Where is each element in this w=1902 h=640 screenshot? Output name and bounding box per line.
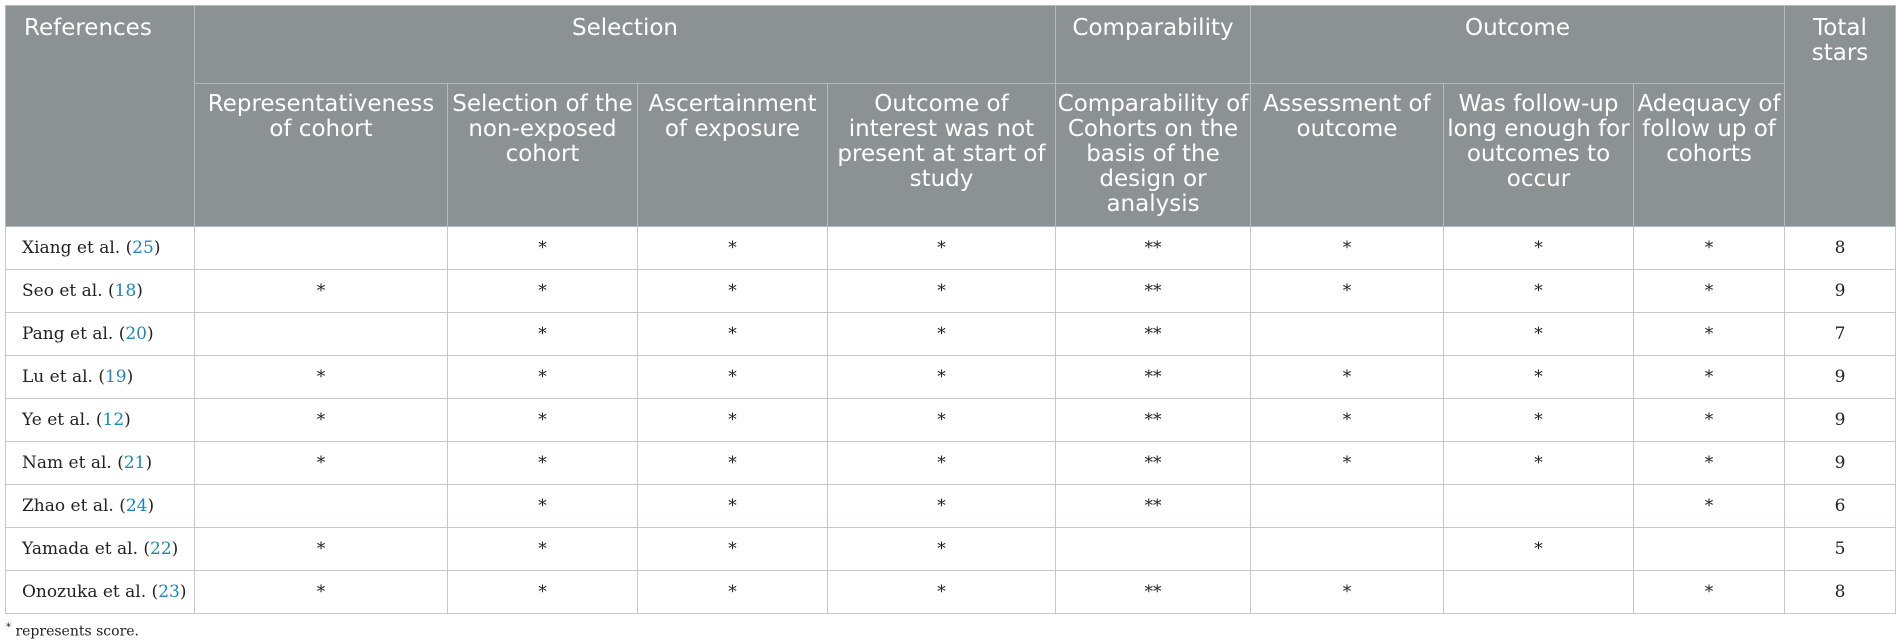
score-cell-comparability: ** — [1056, 270, 1251, 313]
citation-close: ) — [145, 453, 153, 473]
table-row — [6, 356, 1896, 399]
score-cell-follow-up-adequacy: * — [1634, 442, 1785, 485]
score-cell-follow-up-length: * — [1444, 313, 1634, 356]
footnote-text: represents score. — [11, 623, 139, 640]
score-cell-assessment: * — [1251, 270, 1444, 313]
score-cell-outcome-absent: * — [828, 313, 1056, 356]
reference-cell — [6, 313, 195, 356]
score-cell-assessment — [1251, 528, 1444, 571]
table-row — [6, 270, 1896, 313]
score-cell-comparability: ** — [1056, 442, 1251, 485]
score-cell-representativeness: * — [195, 399, 448, 442]
score-cell-follow-up-adequacy: * — [1634, 571, 1785, 614]
total-stars-cell: 6 — [1785, 485, 1896, 528]
score-cell-outcome-absent: * — [828, 442, 1056, 485]
table-row — [6, 528, 1896, 571]
total-stars-cell: 5 — [1785, 528, 1896, 571]
citation-link[interactable]: 24 — [125, 496, 148, 516]
score-cell-ascertainment: * — [638, 313, 828, 356]
score-cell-follow-up-adequacy — [1634, 528, 1785, 571]
total-stars-cell: 9 — [1785, 399, 1896, 442]
reference-cell — [6, 442, 195, 485]
total-stars-cell: 9 — [1785, 442, 1896, 485]
citation-link[interactable]: 23 — [158, 582, 180, 602]
score-cell-ascertainment: * — [638, 571, 828, 614]
score-cell-non-exposed: * — [448, 227, 638, 270]
citation-close: ) — [153, 238, 161, 258]
score-cell-comparability: ** — [1056, 399, 1251, 442]
subheader-representativeness: Representativeness of cohort — [195, 84, 448, 227]
reference-cell — [6, 270, 195, 313]
sub-header-row — [6, 84, 1896, 227]
reference-cell — [6, 571, 195, 614]
score-cell-outcome-absent: * — [828, 356, 1056, 399]
score-cell-follow-up-adequacy: * — [1634, 313, 1785, 356]
score-cell-comparability: ** — [1056, 227, 1251, 270]
score-cell-follow-up-adequacy: * — [1634, 270, 1785, 313]
citation-close: ) — [147, 496, 155, 516]
score-cell-follow-up-length: * — [1444, 356, 1634, 399]
citation-close: ) — [179, 582, 187, 602]
citation-link[interactable]: 18 — [114, 281, 137, 301]
table-body — [6, 227, 1896, 614]
score-cell-follow-up-length — [1444, 485, 1634, 528]
group-header-row — [6, 6, 1896, 84]
table-row — [6, 485, 1896, 528]
score-cell-comparability: ** — [1056, 313, 1251, 356]
score-cell-comparability: ** — [1056, 485, 1251, 528]
score-cell-outcome-absent: * — [828, 571, 1056, 614]
score-cell-assessment: * — [1251, 442, 1444, 485]
score-cell-follow-up-length — [1444, 571, 1634, 614]
score-cell-assessment: * — [1251, 399, 1444, 442]
score-cell-outcome-absent: * — [828, 270, 1056, 313]
citation-link[interactable]: 25 — [132, 238, 154, 258]
score-cell-assessment: * — [1251, 571, 1444, 614]
author-name: Onozuka et al. ( — [22, 582, 159, 602]
score-cell-follow-up-adequacy: * — [1634, 227, 1785, 270]
author-name: Ye et al. ( — [22, 410, 103, 430]
subheader-non-exposed: Selection of the non-exposed cohort — [448, 84, 638, 227]
author-name: Yamada et al. ( — [22, 539, 151, 559]
total-stars-cell: 7 — [1785, 313, 1896, 356]
score-cell-ascertainment: * — [638, 356, 828, 399]
author-name: Xiang et al. ( — [22, 238, 133, 258]
total-stars-cell: 8 — [1785, 227, 1896, 270]
quality-assessment-table — [5, 5, 1896, 614]
score-cell-assessment — [1251, 313, 1444, 356]
score-cell-follow-up-length: * — [1444, 528, 1634, 571]
score-cell-assessment: * — [1251, 227, 1444, 270]
score-cell-follow-up-length: * — [1444, 270, 1634, 313]
citation-close: ) — [126, 367, 134, 387]
citation-close: ) — [147, 324, 154, 344]
table-row — [6, 399, 1896, 442]
score-cell-follow-up-adequacy: * — [1634, 356, 1785, 399]
score-cell-ascertainment: * — [638, 227, 828, 270]
score-cell-assessment: * — [1251, 356, 1444, 399]
references-header: References — [6, 6, 195, 227]
score-cell-follow-up-adequacy: * — [1634, 485, 1785, 528]
score-cell-representativeness — [195, 313, 448, 356]
author-name: Seo et al. ( — [22, 281, 115, 301]
total-stars-header: Total stars — [1785, 6, 1896, 227]
score-cell-follow-up-length: * — [1444, 399, 1634, 442]
table-row — [6, 442, 1896, 485]
score-cell-representativeness — [195, 485, 448, 528]
score-cell-follow-up-adequacy: * — [1634, 399, 1785, 442]
score-cell-assessment — [1251, 485, 1444, 528]
score-cell-non-exposed: * — [448, 313, 638, 356]
score-cell-comparability: ** — [1056, 356, 1251, 399]
score-cell-non-exposed: * — [448, 528, 638, 571]
subheader-assessment: Assessment of outcome — [1251, 84, 1444, 227]
table-row — [6, 571, 1896, 614]
footnote-symbol: * — [6, 622, 11, 633]
subheader-comparability: Comparability of Cohorts on the basis of the design or analysis — [1056, 84, 1251, 227]
score-cell-ascertainment: * — [638, 399, 828, 442]
reference-cell — [6, 528, 195, 571]
citation-link[interactable]: 22 — [150, 539, 172, 559]
score-cell-outcome-absent: * — [828, 399, 1056, 442]
score-cell-outcome-absent: * — [828, 528, 1056, 571]
table-row — [6, 313, 1896, 356]
score-cell-representativeness: * — [195, 528, 448, 571]
comparability-header: Comparability — [1056, 6, 1251, 84]
score-cell-outcome-absent: * — [828, 485, 1056, 528]
total-stars-cell: 8 — [1785, 571, 1896, 614]
subheader-ascertainment: Ascertainment of exposure — [638, 84, 828, 227]
citation-link[interactable]: 21 — [123, 453, 146, 473]
score-cell-comparability — [1056, 528, 1251, 571]
score-cell-follow-up-length: * — [1444, 442, 1634, 485]
reference-cell — [6, 485, 195, 528]
citation-link[interactable]: 19 — [104, 367, 127, 387]
score-cell-ascertainment: * — [638, 270, 828, 313]
subheader-follow-up-adequacy: Adequacy of follow up of cohorts — [1634, 84, 1785, 227]
citation-close: ) — [171, 539, 179, 559]
subheader-outcome-absent: Outcome of interest was not present at start of study — [828, 84, 1056, 227]
citation-close: ) — [124, 410, 131, 430]
author-name: Zhao et al. ( — [22, 496, 126, 516]
author-name: Nam et al. ( — [22, 453, 124, 473]
score-cell-follow-up-length: * — [1444, 227, 1634, 270]
score-cell-representativeness: * — [195, 571, 448, 614]
total-stars-cell: 9 — [1785, 270, 1896, 313]
score-cell-representativeness: * — [195, 356, 448, 399]
reference-cell — [6, 356, 195, 399]
score-cell-representativeness: * — [195, 442, 448, 485]
footnote — [5, 622, 1895, 640]
score-cell-non-exposed: * — [448, 485, 638, 528]
score-cell-representativeness: * — [195, 270, 448, 313]
citation-close: ) — [136, 281, 143, 301]
score-cell-comparability: ** — [1056, 571, 1251, 614]
score-cell-non-exposed: * — [448, 270, 638, 313]
outcome-header: Outcome — [1251, 6, 1785, 84]
score-cell-non-exposed: * — [448, 399, 638, 442]
table-row — [6, 227, 1896, 270]
citation-link[interactable]: 20 — [125, 324, 147, 344]
reference-cell — [6, 399, 195, 442]
nos-quality-table-container — [5, 5, 1895, 640]
score-cell-non-exposed: * — [448, 442, 638, 485]
reference-cell — [6, 227, 195, 270]
author-name: Lu et al. ( — [22, 367, 105, 387]
score-cell-non-exposed: * — [448, 571, 638, 614]
selection-header: Selection — [195, 6, 1056, 84]
total-stars-cell: 9 — [1785, 356, 1896, 399]
score-cell-ascertainment: * — [638, 485, 828, 528]
score-cell-non-exposed: * — [448, 356, 638, 399]
subheader-follow-up-length: Was follow-up long enough for outcomes to occur — [1444, 84, 1634, 227]
score-cell-representativeness — [195, 227, 448, 270]
score-cell-ascertainment: * — [638, 442, 828, 485]
score-cell-ascertainment: * — [638, 528, 828, 571]
citation-link[interactable]: 12 — [102, 410, 125, 430]
score-cell-outcome-absent: * — [828, 227, 1056, 270]
author-name: Pang et al. ( — [22, 324, 126, 344]
